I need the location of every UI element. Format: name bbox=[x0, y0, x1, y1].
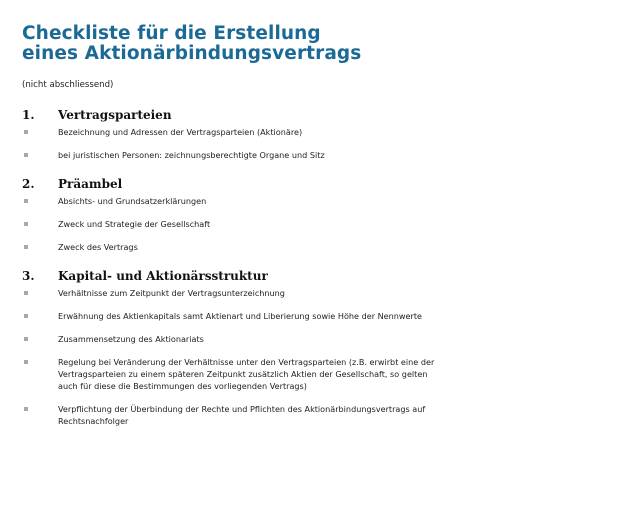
section-item-list bbox=[22, 126, 607, 161]
list-item bbox=[22, 126, 607, 138]
section-number: 3. bbox=[22, 269, 35, 283]
section-vertragsparteien bbox=[22, 107, 607, 161]
bullet-icon bbox=[22, 218, 58, 230]
document-page bbox=[22, 24, 607, 427]
bullet-icon bbox=[22, 310, 58, 322]
list-item-text: bei juristischen Personen: zeichnungsberechtigte Organe und Sitz bbox=[58, 150, 325, 160]
section-number: 2. bbox=[22, 177, 35, 191]
list-item bbox=[22, 403, 607, 427]
list-item bbox=[22, 356, 607, 392]
title-line-2: eines Aktionärbindungsvertrags bbox=[22, 43, 362, 64]
list-item-text: Zweck des Vertrags bbox=[58, 242, 138, 252]
list-item-text: Verhältnisse zum Zeitpunkt der Vertragsunterzeichnung bbox=[58, 288, 285, 298]
section-title: Präambel bbox=[58, 177, 123, 191]
section-title: Kapital- und Aktionärsstruktur bbox=[58, 269, 268, 283]
section-item-list bbox=[22, 287, 607, 427]
document-title bbox=[22, 24, 607, 64]
bullet-icon bbox=[22, 333, 58, 345]
list-item bbox=[22, 149, 607, 161]
document-subtitle: (nicht abschliessend) bbox=[22, 80, 114, 90]
list-item-text: Absichts- und Grundsatzerklärungen bbox=[58, 196, 207, 206]
list-item-text: Verpflichtung der Überbindung der Rechte und Pflichten des Aktionärbindungsvertrags auf Rechtsnachfolger bbox=[58, 404, 426, 426]
bullet-icon bbox=[22, 403, 58, 415]
list-item bbox=[22, 241, 607, 253]
section-title: Vertragsparteien bbox=[58, 108, 172, 122]
list-item bbox=[22, 287, 607, 299]
section-kapitalstruktur bbox=[22, 268, 607, 427]
list-item bbox=[22, 333, 607, 345]
list-item-text: Zusammensetzung des Aktionariats bbox=[58, 334, 204, 344]
list-item-text: Bezeichnung und Adressen der Vertragsparteien (Aktionäre) bbox=[58, 127, 303, 137]
section-item-list bbox=[22, 195, 607, 253]
section-heading bbox=[22, 176, 607, 192]
bullet-icon bbox=[22, 287, 58, 299]
list-item bbox=[22, 310, 607, 322]
section-number: 1. bbox=[22, 108, 35, 122]
bullet-icon bbox=[22, 149, 58, 161]
list-item bbox=[22, 195, 607, 207]
section-heading bbox=[22, 268, 607, 284]
list-item-text: Regelung bei Veränderung der Verhältnisse unter den Vertragsparteien (z.B. erwirbt eine der Vertragsparteien zu einem späteren Zeitpunkt zusätzlich Aktien der Gesellschaft, so gelten auch für diese die Bestimmungen des vorliegenden Vertrags) bbox=[58, 357, 435, 391]
title-line-1: Checkliste für die Erstellung bbox=[22, 23, 321, 44]
section-heading bbox=[22, 107, 607, 123]
section-praeambel bbox=[22, 176, 607, 253]
list-item bbox=[22, 218, 607, 230]
bullet-icon bbox=[22, 241, 58, 253]
bullet-icon bbox=[22, 126, 58, 138]
list-item-text: Zweck und Strategie der Gesellschaft bbox=[58, 219, 211, 229]
bullet-icon bbox=[22, 356, 58, 368]
bullet-icon bbox=[22, 195, 58, 207]
list-item-text: Erwähnung des Aktienkapitals samt Aktienart und Liberierung sowie Höhe der Nennwerte bbox=[58, 311, 422, 321]
